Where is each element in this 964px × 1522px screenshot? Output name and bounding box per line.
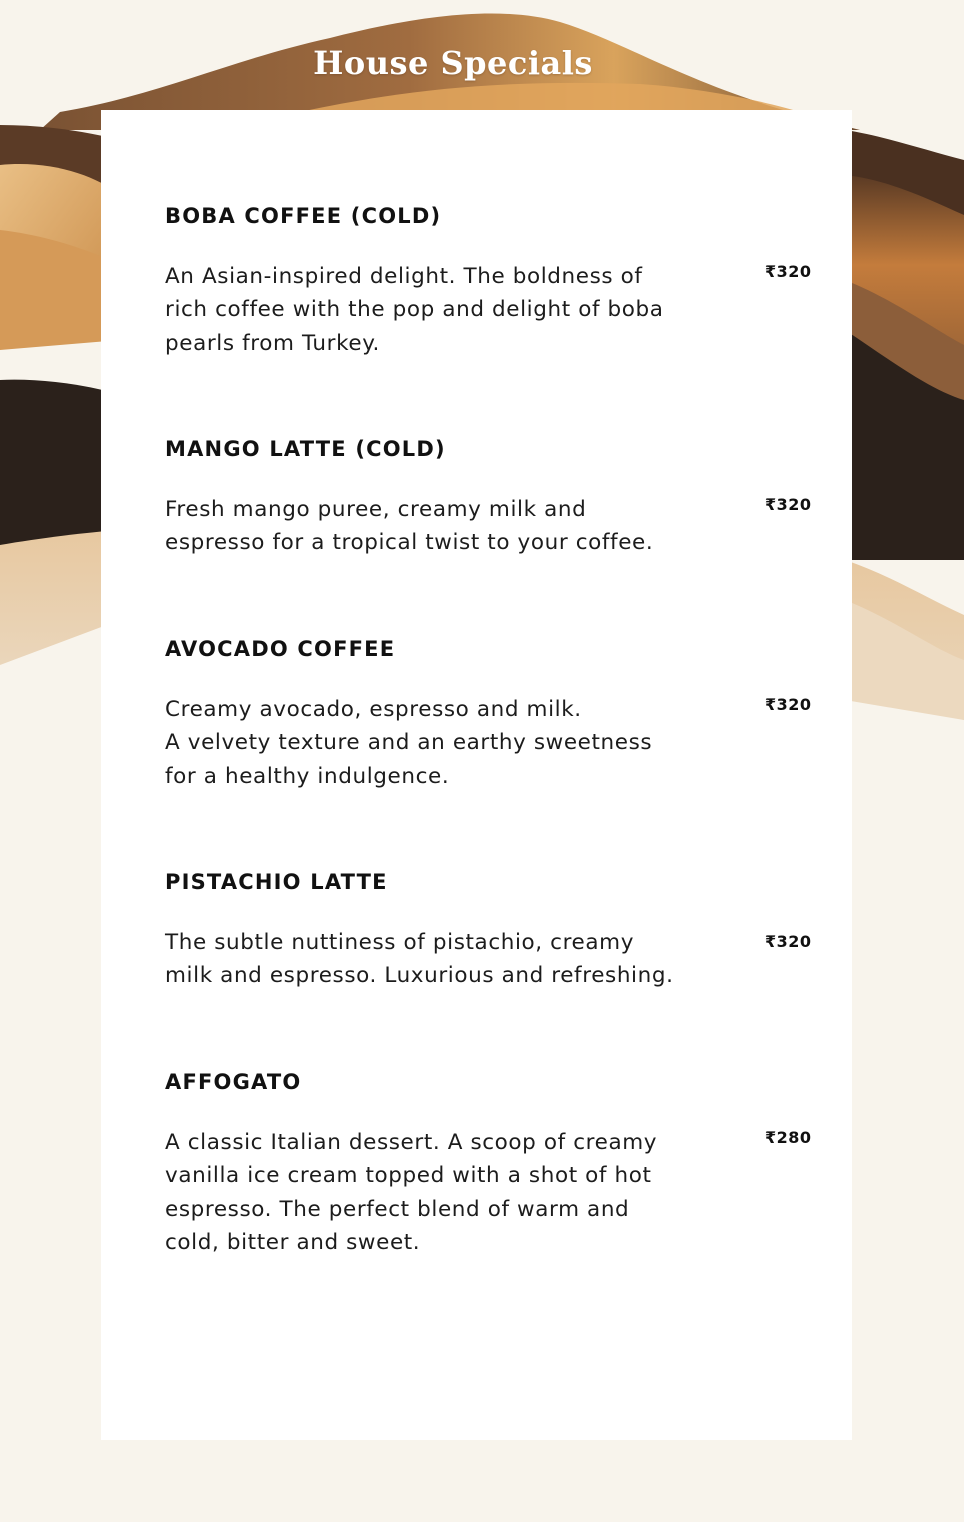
item-description: Creamy avocado, espresso and milk. A velvety texture and an earthy sweetness for a healthy indulgence. bbox=[165, 697, 653, 789]
item-name: BOBA COFFEE (COLD) bbox=[165, 204, 442, 228]
item-price: ₹320 bbox=[765, 932, 812, 951]
item-name: AFFOGATO bbox=[165, 1070, 302, 1094]
item-price: ₹320 bbox=[765, 262, 812, 281]
item-name: MANGO LATTE (COLD) bbox=[165, 437, 446, 461]
item-price: ₹280 bbox=[765, 1128, 812, 1147]
item-description: Fresh mango puree, creamy milk and espresso for a tropical twist to your coffee. bbox=[165, 497, 654, 556]
menu-card bbox=[101, 110, 852, 1440]
item-description: The subtle nuttiness of pistachio, creamy milk and espresso. Luxurious and refreshing. bbox=[165, 930, 674, 989]
item-description: A classic Italian dessert. A scoop of creamy vanilla ice cream topped with a shot of hot espresso. The perfect blend of warm and cold, bitter and sweet. bbox=[165, 1130, 658, 1255]
page-title: House Specials bbox=[313, 44, 593, 82]
item-name: AVOCADO COFFEE bbox=[165, 637, 396, 661]
item-name: PISTACHIO LATTE bbox=[165, 870, 388, 894]
item-price: ₹320 bbox=[765, 695, 812, 714]
item-price: ₹320 bbox=[765, 495, 812, 514]
item-description: An Asian-inspired delight. The boldness of rich coffee with the pop and delight of boba pearls from Turkey. bbox=[165, 264, 664, 356]
